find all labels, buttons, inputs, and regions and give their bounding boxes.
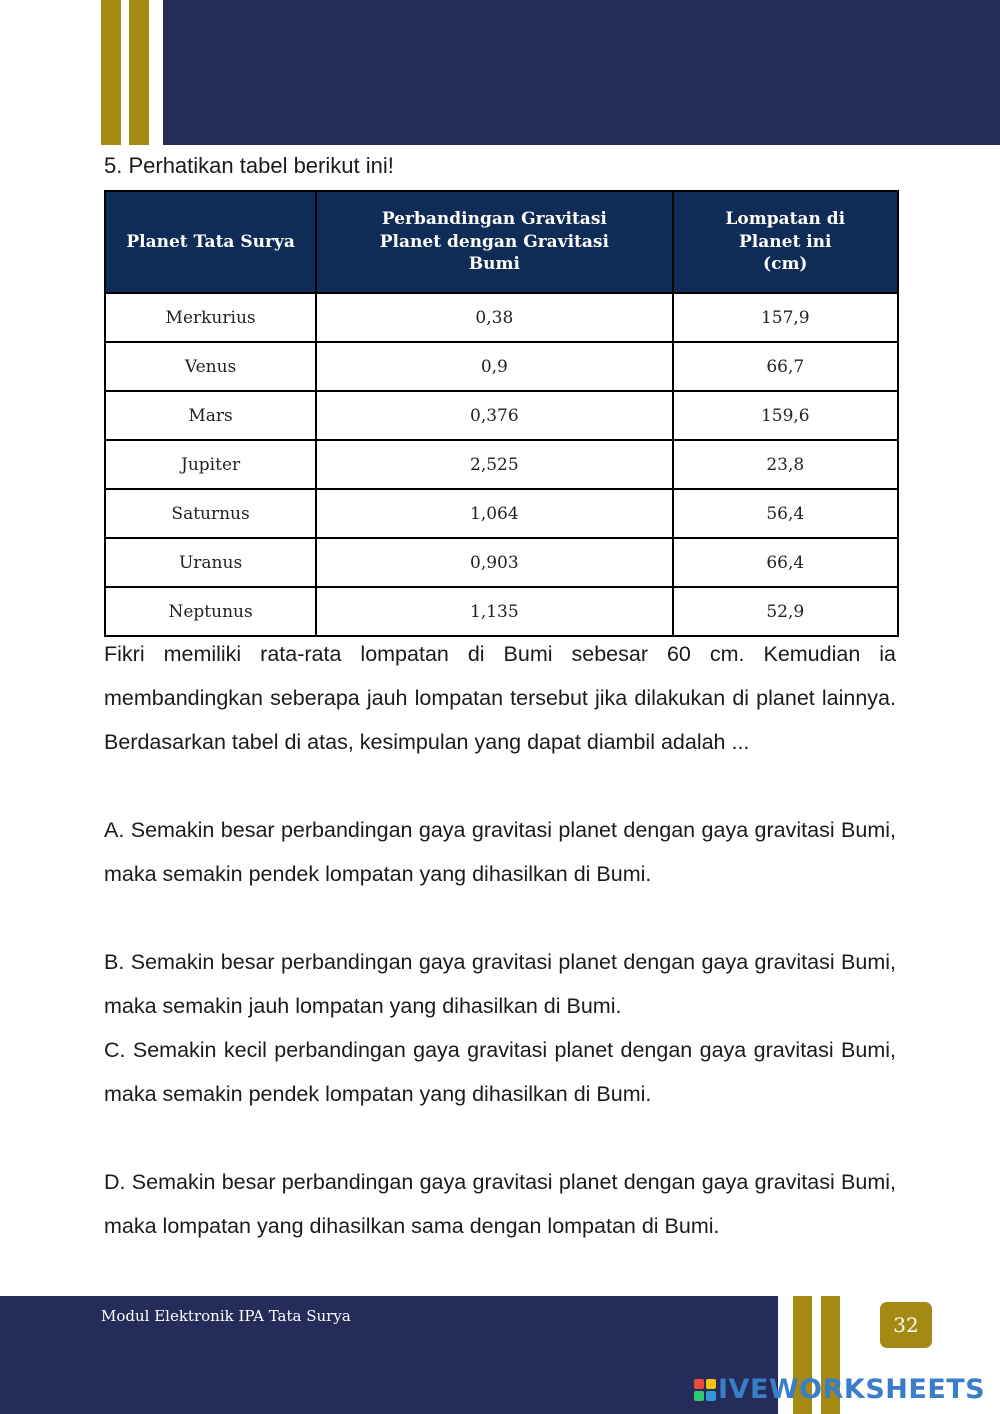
table-row [105,440,898,489]
header-gold-stripe-left [101,0,121,145]
cell-jump: 159,6 [673,391,898,440]
cell-planet: Neptunus [105,587,316,636]
option-c[interactable]: C. Semakin kecil perbandingan gaya gravitasi planet dengan gaya gravitasi Bumi, maka semakin pendek lompatan yang dihasilkan di Bumi. [104,1038,896,1106]
cell-gravity: 0,38 [316,293,672,342]
cell-planet: Jupiter [105,440,316,489]
header-gravity-ratio: Perbandingan Gravitasi Planet dengan Gravitasi Bumi [316,191,672,293]
cell-jump: 157,9 [673,293,898,342]
cell-planet: Saturnus [105,489,316,538]
cell-jump: 52,9 [673,587,898,636]
header-band [163,0,1000,145]
cell-jump: 56,4 [673,489,898,538]
table-header-row [105,191,898,293]
cell-jump: 66,4 [673,538,898,587]
option-a[interactable]: A. Semakin besar perbandingan gaya gravitasi planet dengan gaya gravitasi Bumi, maka semakin pendek lompatan yang dihasilkan di Bumi. [104,818,896,886]
header-planet: Planet Tata Surya [105,191,316,293]
table-row [105,342,898,391]
cell-planet: Venus [105,342,316,391]
cell-gravity: 1,135 [316,587,672,636]
header-gold-stripe-right [129,0,149,145]
cell-gravity: 1,064 [316,489,672,538]
module-title: Modul Elektronik IPA Tata Surya [101,1307,351,1325]
table-row [105,538,898,587]
question-intro: Fikri memiliki rata-rata lompatan di Bumi sebesar 60 cm. Kemudian ia membandingkan seberapa jauh lompatan tersebut jika dilakukan di planet lainnya. Berdasarkan tabel di atas, kesimpulan yang dapat diambil adalah ... [104,642,896,754]
option-d[interactable]: D. Semakin besar perbandingan gaya gravitasi planet dengan gaya gravitasi Bumi, maka lompatan yang dihasilkan sama dengan lompatan di Bumi. [104,1170,896,1238]
table-row [105,587,898,636]
planet-table [104,190,899,637]
cell-gravity: 0,376 [316,391,672,440]
liveworksheets-wordmark: IVEWORKSHEETS [718,1374,986,1405]
liveworksheets-logo [694,1376,994,1406]
cell-jump: 66,7 [673,342,898,391]
cell-planet: Uranus [105,538,316,587]
table-row [105,293,898,342]
cell-planet: Merkurius [105,293,316,342]
cell-gravity: 0,903 [316,538,672,587]
cell-gravity: 0,9 [316,342,672,391]
cell-planet: Mars [105,391,316,440]
liveworksheets-grid-icon [694,1379,716,1401]
question-title: 5. Perhatikan tabel berikut ini! [104,153,394,178]
page-number: 32 [880,1302,932,1348]
option-b[interactable]: B. Semakin besar perbandingan gaya gravitasi planet dengan gaya gravitasi Bumi, maka semakin jauh lompatan yang dihasilkan di Bumi. [104,950,896,1018]
table-row [105,391,898,440]
table-row [105,489,898,538]
cell-gravity: 2,525 [316,440,672,489]
cell-jump: 23,8 [673,440,898,489]
header-jump: Lompatan di Planet ini (cm) [673,191,898,293]
